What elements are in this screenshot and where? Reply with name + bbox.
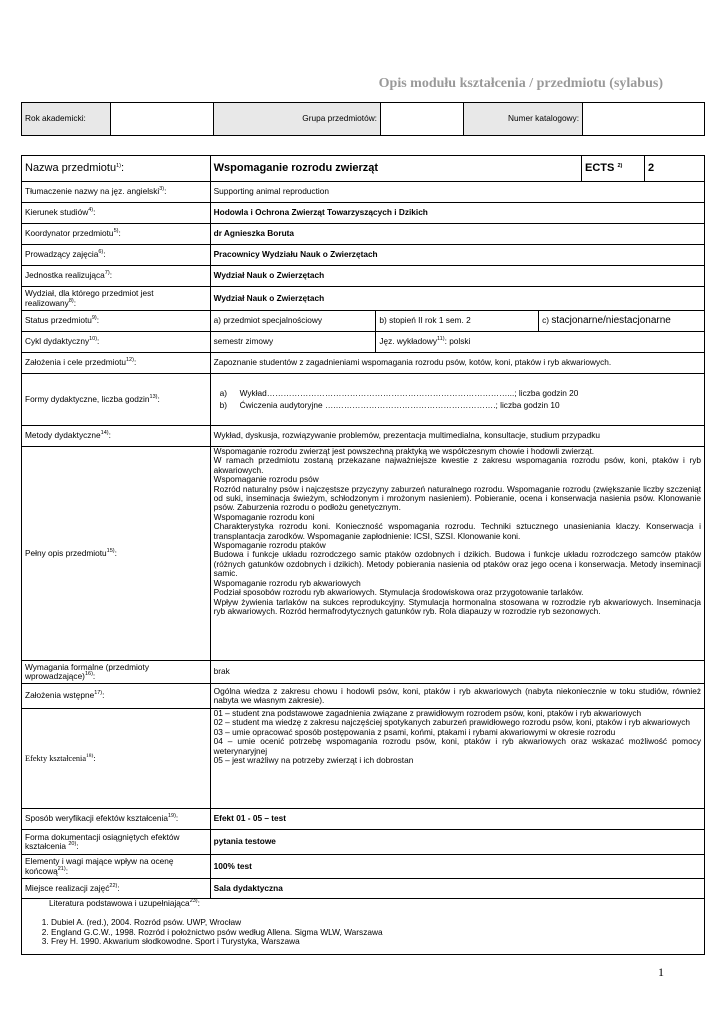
grading-label: Elementy i wagi mające wpływ na ocenę końcową$^{21)}$: <box>22 855 211 879</box>
outcomes-value: 01 – student zna podstawowe zagadnienia związane z prawidłowym rozrodem psów, koni, ptaków i ryb akwariowych 02 – student ma wiedzę z zakresu najczęściej spotykanych zaburzeń prawidłowego rozrodu psów, koni, ptaków i ryb akwariowych 03 – umie opracować sposób postępowania z psami, końmi, ptakami i rybami akwariowymi w okresie rozrodu 04 – umie ocenić potrzebę wspomagania rozrodu psów, koni, ptaków i ryb akwariowych oraz wskazać możliwość pomocy weterynaryjnej 05 – jest wrażliwy na potrzeby zwierząt i ich dobrostan <box>210 709 704 809</box>
requirements-value: brak <box>210 661 704 684</box>
verification-value: Efekt 01 - 05 – test <box>210 809 704 830</box>
catalog-number-label: Numer katalogowy: <box>464 103 583 136</box>
cycle-value: semestr zimowy <box>210 332 376 353</box>
forms-value: a) Wykład……………………………………………………………………………...; liczba godzin 20 b) Ćwiczenia audytoryjne ….………………………………………………….; liczba godzin 10 <box>210 374 704 426</box>
ects-label: ECTS $^{2)}$ <box>582 156 645 182</box>
status-c: c) stacjonarne/niestacjonarne <box>539 311 705 332</box>
documentation-value: pytania testowe <box>210 830 704 855</box>
page-number: 1 <box>658 965 664 979</box>
cycle-label: Cykl dydaktyczny$^{10)}$: <box>22 332 211 353</box>
full-description-label: Pełny opis przedmiotu$^{15)}$: <box>22 447 211 661</box>
literature-item: 2. England G.C.W., 1998. Rozród i położnictwo psów według Allena. Sigma WLW, Warszawa <box>51 928 701 937</box>
course-group-label: Grupa przedmiotów: <box>214 103 381 136</box>
ects-value: 2 <box>645 156 705 182</box>
literature-label: Literatura podstawowa i uzupełniająca$^{23)}$: <box>49 898 200 908</box>
catalog-number-value <box>583 103 705 136</box>
location-value: Sala dydaktyczna <box>210 879 704 899</box>
translation-value: Supporting animal reproduction <box>210 182 704 203</box>
requirements-label: Wymagania formalne (przedmioty wprowadzające)$^{16)}$: <box>22 661 211 684</box>
syllabus-table <box>21 155 705 955</box>
prerequisites-label: Założenia wstępne$^{17)}$: <box>22 684 211 709</box>
full-description-value: Wspomaganie rozrodu zwierząt jest powszechną praktyką we współczesnym chowie i hodowli zwierząt. W ramach przedmiotu zostaną przekazane najważniejsze kwestie z zakresu wspomagania rozrodu psów, koni, ptaków i ryb akwariowych. Wspomaganie rozrodu psów Rozród naturalny psów i najczęstsze przyczyny zaburzeń naturalnego rozrodu. Wspomaganie rozrodu (zwiększanie liczby szczeniąt od suki, inseminacja świeżym, schłodzonym i mrożonym nasieniem). Pobieranie, ocena i konserwacja nasienia psów. Klonowanie psów. Zaburzenia rozrodu o podłożu genetycznym. Wspomaganie rozrodu koni Charakterystyka rozrodu koni. Konieczność wspomagania rozrodu. Techniki sztucznego unasieniania klaczy. Konserwacja i transplantacja zarodków. Wspomaganie zapłodnienie: ICSI, SZSI. Klonowanie koni. Wspomaganie rozrodu ptaków Budowa i funkcje układu rozrodczego samic ptaków ozdobnych i dzikich. Budowa i funkcje układu rozrodczego samców ptaków (różnych gatunków ozdobnych i dzikich). Metody pobierania nasienia od ptaków oraz jego ocena i konserwacja. Metody inseminacji samic. Wspomaganie rozrodu ryb akwariowych Podział sposobów rozrodu ryb akwariowych. Stymulacja środowiskowa oraz przygotowanie tarlaków. Wpływ żywienia tarlaków na sukces reprodukcyjny. Stymulacja hormonalna stosowana w rozrodzie ryb akwariowych. Inseminacja ryb akwariowych. Rozród hermafrodytycznych gatunków ryb. Rola diapauzy w rozrodzie ryb sezonowych. <box>210 447 704 661</box>
status-a: a) przedmiot specjalnościowy <box>210 311 376 332</box>
unit-value: Wydział Nauk o Zwierzętach <box>210 266 704 287</box>
coordinator-value: dr Agnieszka Boruta <box>210 224 704 245</box>
unit-label: Jednostka realizująca$^{7)}$: <box>22 266 211 287</box>
academic-year-value <box>111 103 214 136</box>
prerequisites-value: Ogólna wiedza z zakresu chowu i hodowli psów, koni, ptaków i ryb akwariowych (nabyta niekoniecznie w toku studiów, również nabyta we własnym zakresie). <box>210 684 704 709</box>
status-b: b) stopień II rok 1 sem. 2 <box>376 311 539 332</box>
objectives-label: Założenia i cele przedmiotu$^{12)}$: <box>22 353 211 374</box>
language: Jęz. wykładowy$^{11)}$: polski <box>376 332 705 353</box>
verification-label: Sposób weryfikacji efektów kształcenia$^{19)}$: <box>22 809 211 830</box>
faculty-value: Wydział Nauk o Zwierzętach <box>210 287 704 311</box>
coordinator-label: Koordynator przedmiotu$^{5)}$: <box>22 224 211 245</box>
methods-label: Metody dydaktyczne$^{14)}$: <box>22 426 211 447</box>
faculty-label: Wydział, dla którego przedmiot jest realizowany$^{8)}$: <box>22 287 211 311</box>
forms-label: Formy dydaktyczne, liczba godzin$^{13)}$: <box>22 374 211 426</box>
location-label: Miejsce realizacji zajęć$^{22)}$: <box>22 879 211 899</box>
field-of-study-label: Kierunek studiów$^{4)}$: <box>22 203 211 224</box>
header-table <box>21 102 705 136</box>
document-title: Opis modułu kształcenia / przedmiotu (sylabus) <box>378 76 663 91</box>
documentation-label: Forma dokumentacji osiągniętych efektów kształcenia $^{20)}$: <box>22 830 211 855</box>
field-of-study-value: Hodowla i Ochrona Zwierząt Towarzyszących i Dzikich <box>210 203 704 224</box>
grading-value: 100% test <box>210 855 704 879</box>
methods-value: Wykład, dyskusja, rozwiązywanie problemów, prezentacja multimedialna, konsultacje, studium przypadku <box>210 426 704 447</box>
academic-year-label: Rok akademicki: <box>22 103 111 136</box>
outcomes-label: Efekty kształcenia$^{18)}$: <box>22 709 211 809</box>
course-name-label: Nazwa przedmiotu$^{1)}$: <box>22 156 211 182</box>
literature-item: 1. Dubiel A. (red.), 2004. Rozród psów. UWP, Wrocław <box>51 918 701 927</box>
literature <box>22 899 705 955</box>
translation-label: Tłumaczenie nazwy na jęz. angielski$^{3)}$: <box>22 182 211 203</box>
status-label: Status przedmiotu$^{9)}$: <box>22 311 211 332</box>
instructors-value: Pracownicy Wydziału Nauk o Zwierzętach <box>210 245 704 266</box>
course-name-value: Wspomaganie rozrodu zwierząt <box>210 156 581 182</box>
course-group-value <box>381 103 464 136</box>
literature-item: 3. Frey H. 1990. Akwarium słodkowodne. Sport i Turystyka, Warszawa <box>51 937 701 946</box>
objectives-value: Zapoznanie studentów z zagadnieniami wspomagania rozrodu psów, kotów, koni, ptaków i ryb akwariowych. <box>210 353 704 374</box>
instructors-label: Prowadzący zajęcia$^{6)}$: <box>22 245 211 266</box>
